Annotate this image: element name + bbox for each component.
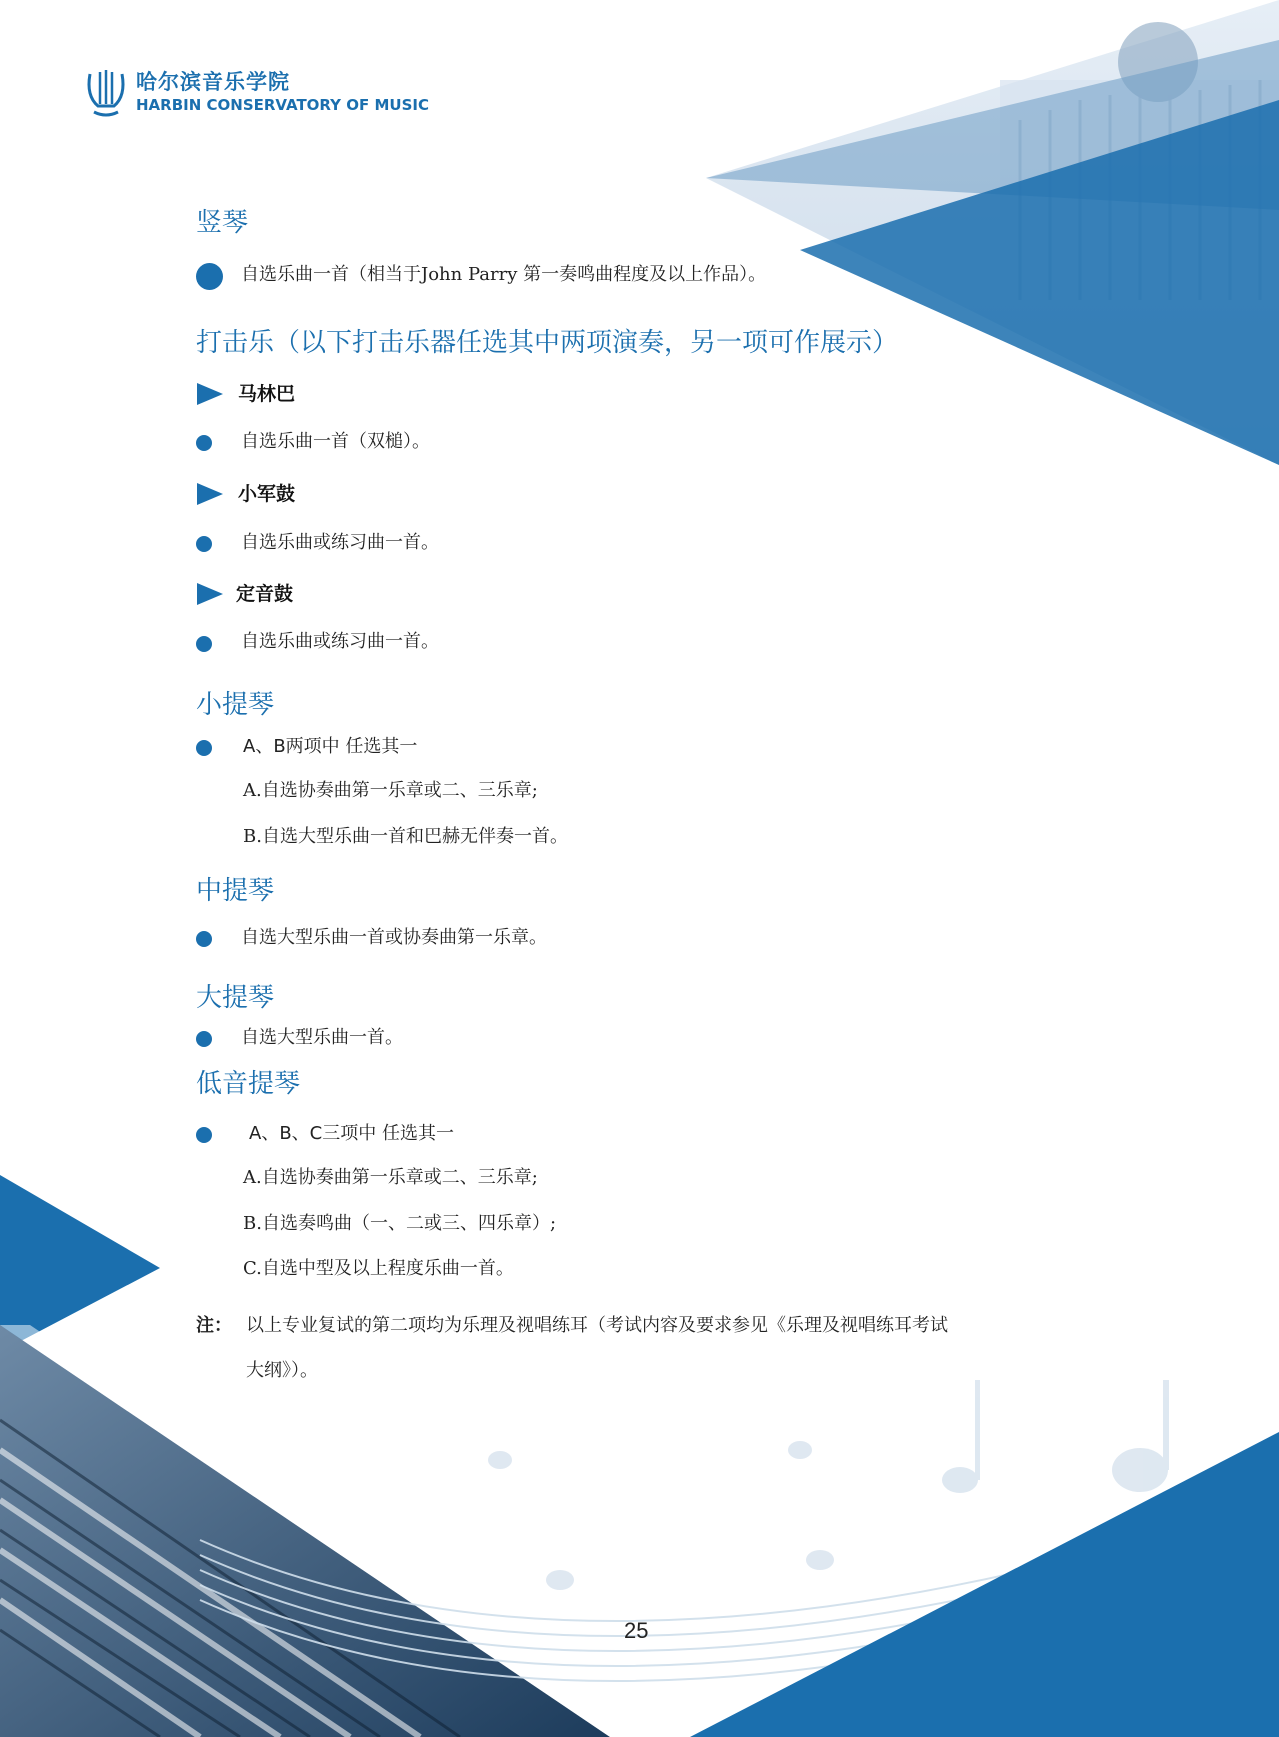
section-title-double-bass: 低音提琴 (196, 1069, 301, 1099)
timpani-label: 定音鼓 (236, 583, 294, 605)
viola-item: 自选大型乐曲一首或协奏曲第一乐章。 (241, 927, 547, 948)
triangle-bullet-icon (197, 383, 223, 405)
bullet-dot (196, 536, 212, 552)
bullet-dot (196, 1031, 212, 1047)
bullet-dot (196, 1127, 212, 1143)
section-title-viola: 中提琴 (196, 876, 275, 906)
double-bass-option-b: B.自选奏鸣曲（一、二或三、四乐章）; (243, 1213, 557, 1234)
double-bass-option-c: C.自选中型及以上程度乐曲一首。 (243, 1258, 514, 1279)
violin-option-b: B.自选大型乐曲一首和巴赫无伴奏一首。 (243, 826, 568, 847)
page-number: 25 (624, 1618, 649, 1643)
timpani-item: 自选乐曲或练习曲一首。 (241, 631, 439, 652)
snare-item: 自选乐曲或练习曲一首。 (241, 532, 439, 553)
triangle-bullet-icon (197, 483, 223, 505)
harp-item: 自选乐曲一首（相当于John Parry 第一奏鸣曲程度及以上作品）。 (241, 264, 767, 285)
double-bass-option-a: A.自选协奏曲第一乐章或二、三乐章; (243, 1167, 538, 1188)
marimba-label: 马林巴 (238, 383, 296, 405)
triangle-bullet-icon (197, 583, 223, 605)
bottom-blue-triangle (690, 1432, 1279, 1737)
snare-label: 小军鼓 (238, 483, 296, 505)
lyre-icon (84, 66, 128, 118)
marimba-item: 自选乐曲一首（双槌）。 (241, 431, 430, 452)
section-title-percussion: 打击乐（以下打击乐器任选其中两项演奏，另一项可作展示） (196, 328, 899, 358)
section-title-harp: 竖琴 (196, 208, 249, 238)
bullet-dot (196, 435, 212, 451)
logo-name-en: HARBIN CONSERVATORY OF MUSIC (136, 96, 429, 114)
section-title-violin: 小提琴 (196, 690, 275, 720)
conservatory-logo (84, 66, 429, 118)
note-label: 注： (196, 1315, 232, 1336)
violin-item: A、B两项中 任选其一 (243, 736, 418, 757)
bullet-dot (196, 263, 223, 290)
note-line-1: 以上专业复试的第二项均为乐理及视唱练耳（考试内容及要求参见《乐理及视唱练耳考试 (246, 1315, 948, 1336)
bullet-dot (196, 636, 212, 652)
violin-option-a: A.自选协奏曲第一乐章或二、三乐章; (243, 780, 538, 801)
bullet-dot (196, 931, 212, 947)
double-bass-item: A、B、C三项中 任选其一 (249, 1123, 454, 1144)
section-title-cello: 大提琴 (196, 983, 275, 1013)
cello-item: 自选大型乐曲一首。 (241, 1027, 403, 1048)
note-line-2: 大纲》）。 (246, 1360, 318, 1381)
bullet-dot (196, 740, 212, 756)
logo-name-cn: 哈尔滨音乐学院 (136, 70, 290, 94)
